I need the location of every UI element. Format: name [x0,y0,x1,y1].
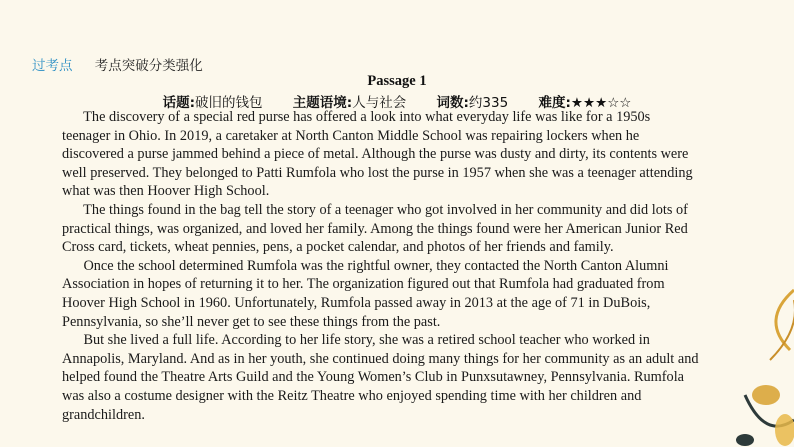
context-value: 人与社会 [352,95,407,111]
difficulty-label: 难度: [538,95,571,111]
passage-title: Passage 1 [367,73,427,89]
gold-leaf-decoration-2 [775,414,794,446]
passage-line: grandchildren. [62,406,145,423]
passage-line: The things found in the bag tell the story of a teenager who got involved in her community and did lots of [62,201,688,218]
passage-line: Once the school determined Rumfola was the rightful owner, they contacted the North Canton Alumni [62,257,669,274]
header-row [32,54,203,74]
section-subtitle: 考点突破分类强化 [94,58,203,74]
passage-line: Annapolis, Maryland. And as in her youth, she continued doing many things for her community as an adult and [62,350,699,367]
passage-line: teenager in Ohio. In 2019, a caretaker at North Canton Middle School was repairing lockers when he [62,127,640,144]
passage-line: Association in hopes of returning it to her. The organization figured out that Rumfola had graduated from [62,276,665,293]
gold-swirl-decoration-2 [770,300,794,360]
difficulty-stars: ★★★☆☆ [570,95,632,111]
words-label: 词数: [436,95,469,111]
dark-leaf-decoration [736,434,754,446]
words-value: 约335 [468,95,509,111]
passage-line: well preserved. They belonged to Patti Rumfola who lost the purse in 1957 when she was a teenager attending [62,164,693,181]
passage-line: practical things, was organized, and loved her family. Among the things found were her American Junior Red [62,220,688,237]
passage-line: Hoover High School in 1960. Unfortunately, Rumfola passed away in 2013 at the age of 71 in DuBois, [62,294,651,311]
passage-line: Pennsylvania, so she’ll never get to see these things from the past. [62,313,441,330]
passage-line: Cross card, tickets, wheat pennies, pens, a pocket calendar, and photos of her friends and family. [62,239,614,256]
topic-value: 破旧的钱包 [195,95,263,111]
passage-line: But she lived a full life. According to her life story, she was a retired school teacher who worked in [62,332,650,349]
passage-line: discovered a purse jammed behind a piece of metal. Although the purse was dusty and dirty, its contents were [62,146,689,163]
passage-line: The discovery of a special red purse has offered a look into what everyday life was like for a 1950s [62,109,651,125]
topic-label: 话题: [162,95,195,111]
section-tag: 过考点 [32,58,73,74]
passage-body [62,108,764,424]
passage-line: what was then Hoover High School. [62,183,270,200]
context-label: 主题语境: [292,95,353,111]
passage-line: was also a costume designer with the Reitz Theatre who enjoyed spending time with her children and [62,387,642,404]
passage-line: helped found the Theatre Arts Guild and the Young Women’s Club in Punxsutawney, Pennsylvania. Rumfola [62,369,685,386]
